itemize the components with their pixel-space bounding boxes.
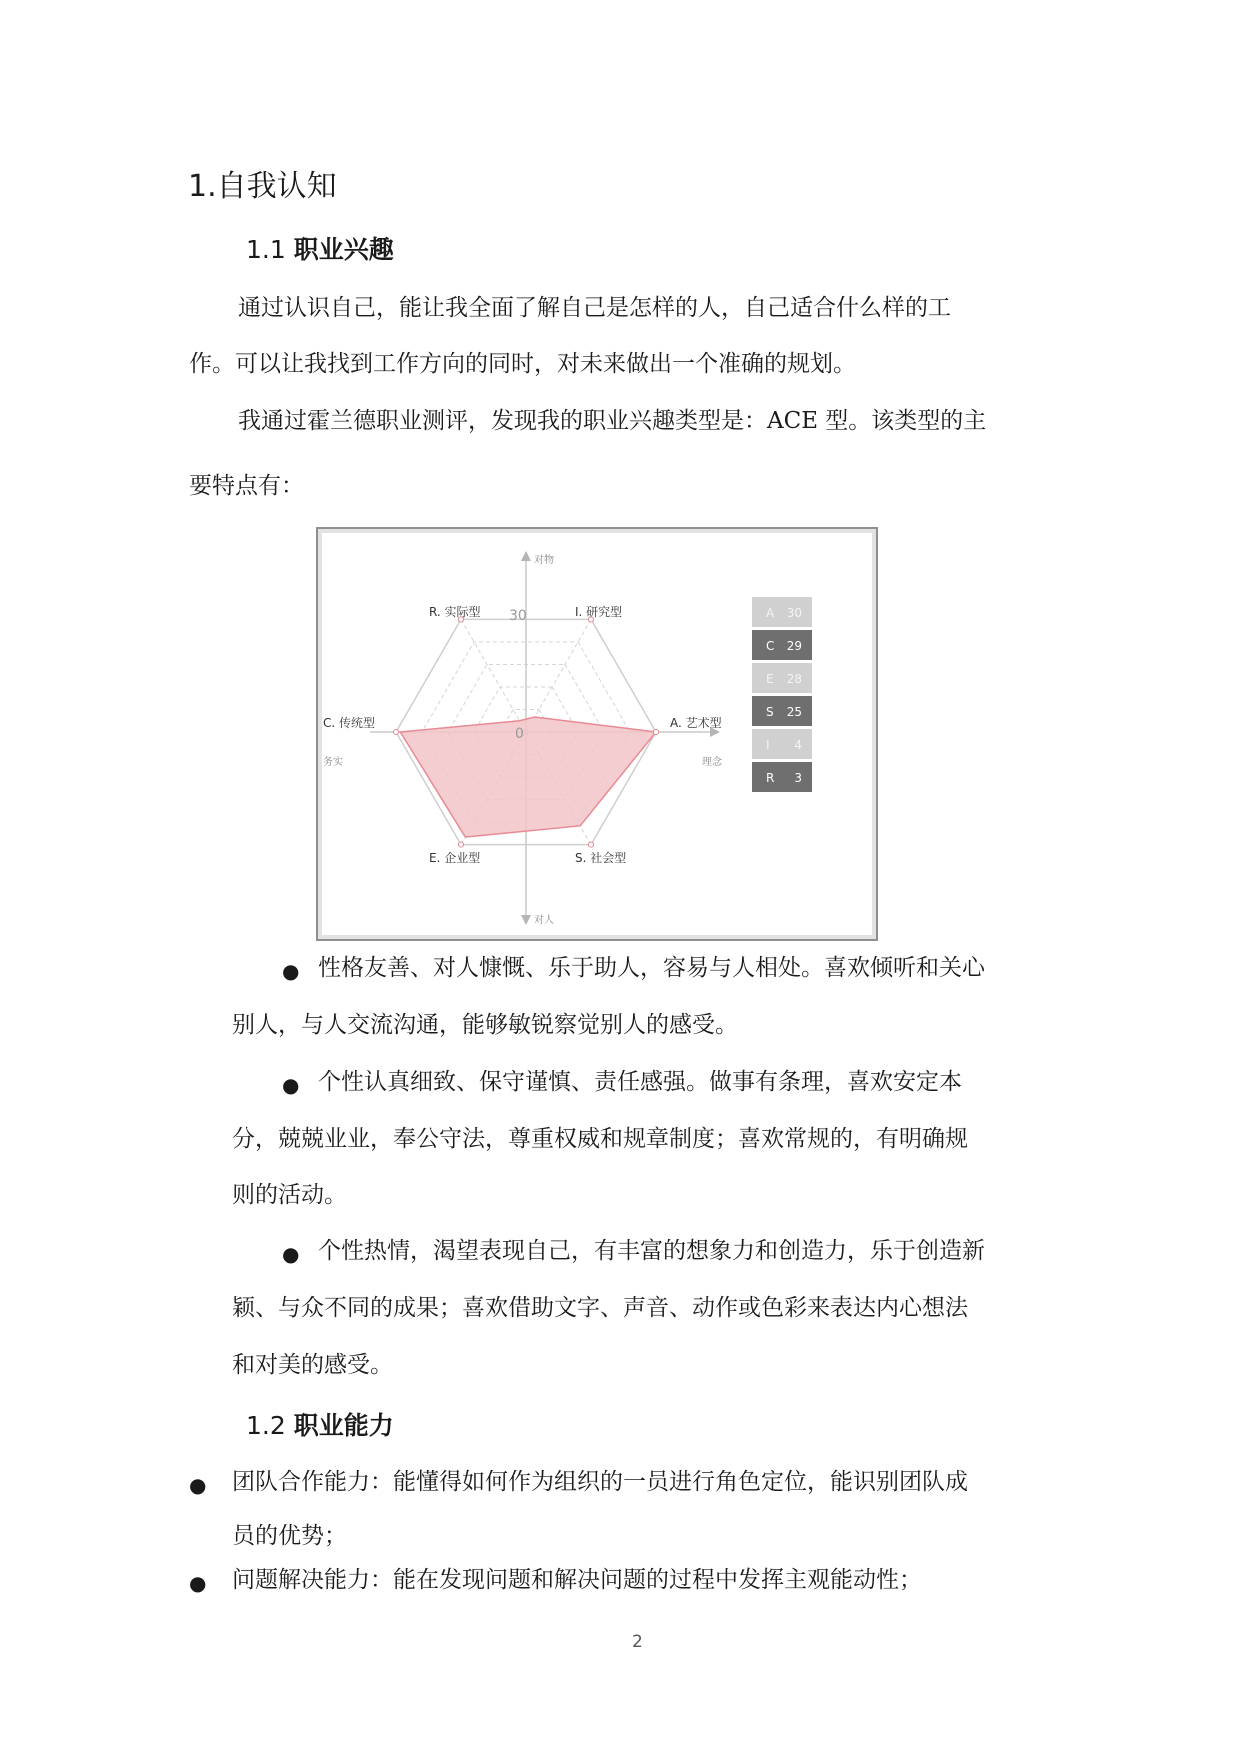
scale-label-max: 30 <box>509 608 527 624</box>
legend-item-c <box>752 630 812 660</box>
bullet-text-line: 问题解决能力：能在发现问题和解决问题的过程中发挥主观能动性； <box>232 1567 922 1593</box>
legend-item-s <box>752 696 812 726</box>
heading-self-awareness <box>188 161 337 205</box>
bullet-dot: ● <box>189 1571 207 1595</box>
bullet-text-line: 个性热情，渴望表现自己，有丰富的想象力和创造力，乐于创造新 <box>318 1238 985 1264</box>
legend-key-a: A <box>766 606 775 620</box>
category-label-a: A. 艺术型 <box>670 716 722 730</box>
legend-value-e: 28 <box>786 672 802 686</box>
legend-key-e: E <box>766 672 774 686</box>
legend-value-c: 29 <box>786 639 802 653</box>
bullet-text-line: 性格友善、对人慷慨、乐于助人，容易与人相处。喜欢倾听和关心 <box>318 955 985 981</box>
bullet-text-line: 团队合作能力：能懂得如何作为组织的一员进行角色定位，能识别团队成 <box>232 1469 968 1495</box>
radar-data-area <box>400 717 656 837</box>
heading-number: 1. <box>188 169 217 204</box>
axis-label-right: 理念 <box>702 757 722 768</box>
section-title: 职业兴趣 <box>293 235 394 264</box>
legend-value-r: 3 <box>794 771 802 785</box>
bullet-text-line: 和对美的感受。 <box>232 1352 393 1378</box>
bullet-text-line: 颖、与众不同的成果；喜欢借助文字、声音、动作或色彩来表达内心想法 <box>232 1295 968 1321</box>
axis-label-left: 务实 <box>323 757 343 768</box>
bullet-dot: ● <box>282 1242 300 1266</box>
category-label-s: S. 社会型 <box>575 851 627 865</box>
legend-key-i: I <box>766 738 770 752</box>
paragraph-line: 要特点有： <box>189 473 304 499</box>
section-heading-career-ability <box>246 1406 394 1442</box>
legend-item-a <box>752 597 812 627</box>
bullet-text-line: 员的优势； <box>232 1523 347 1549</box>
bullet-text-line: 分，兢兢业业，奉公守法，尊重权威和规章制度；喜欢常规的，有明确规 <box>232 1126 968 1152</box>
heading-text: 自我认知 <box>216 169 337 204</box>
scale-label-zero: 0 <box>515 726 524 742</box>
radar-vertex-marker <box>653 729 658 734</box>
bullet-text-line: 别人，与人交流沟通，能够敏锐察觉别人的感受。 <box>232 1012 738 1038</box>
legend-item-i <box>752 729 812 759</box>
category-label-e: E. 企业型 <box>429 851 481 865</box>
bullet-dot: ● <box>282 959 300 983</box>
section-title: 职业能力 <box>293 1411 394 1440</box>
axis-label-top: 对物 <box>534 555 554 566</box>
bullet-text-line: 则的活动。 <box>232 1182 347 1208</box>
axis-label-bottom: 对人 <box>534 915 554 926</box>
section-number: 1.2 <box>246 1411 286 1440</box>
score-legend <box>752 597 812 792</box>
legend-value-a: 30 <box>786 606 802 620</box>
legend-value-i: 4 <box>794 738 802 752</box>
paragraph-line: 作。可以让我找到工作方向的同时，对未来做出一个准确的规划。 <box>189 351 856 377</box>
vertical-axis-arrow-down <box>521 915 531 925</box>
radar-spoke <box>461 619 526 732</box>
legend-item-e <box>752 663 812 693</box>
bullet-dot: ● <box>282 1073 300 1097</box>
radar-vertex-marker <box>458 842 463 847</box>
bullet-dot: ● <box>189 1473 207 1497</box>
legend-key-c: C <box>766 639 775 653</box>
category-label-r: R. 实际型 <box>429 605 481 619</box>
paragraph-line: 我通过霍兰德职业测评，发现我的职业兴趣类型是：ACE 型。该类型的主 <box>238 408 987 434</box>
legend-item-r <box>752 762 812 792</box>
legend-key-r: R <box>766 771 775 785</box>
category-label-i: I. 研究型 <box>575 605 623 619</box>
radar-chart <box>318 529 876 939</box>
category-label-c: C. 传统型 <box>323 716 376 730</box>
legend-key-s: S <box>766 705 774 719</box>
radar-spoke <box>526 619 591 732</box>
radar-vertex-marker <box>588 842 593 847</box>
radar-labels <box>323 553 723 926</box>
section-number: 1.1 <box>246 235 286 264</box>
paragraph-line: 通过认识自己，能让我全面了解自己是怎样的人，自己适合什么样的工 <box>238 295 951 321</box>
page-number: 2 <box>632 1632 643 1652</box>
bullet-text-line: 个性认真细致、保守谨慎、责任感强。做事有条理，喜欢安定本 <box>318 1069 962 1095</box>
radar-vertex-marker <box>393 729 398 734</box>
legend-value-s: 25 <box>786 705 802 719</box>
section-heading-career-interest <box>246 230 394 266</box>
holland-radar-chart-figure <box>316 527 878 941</box>
vertical-axis-arrow-up <box>521 551 531 561</box>
